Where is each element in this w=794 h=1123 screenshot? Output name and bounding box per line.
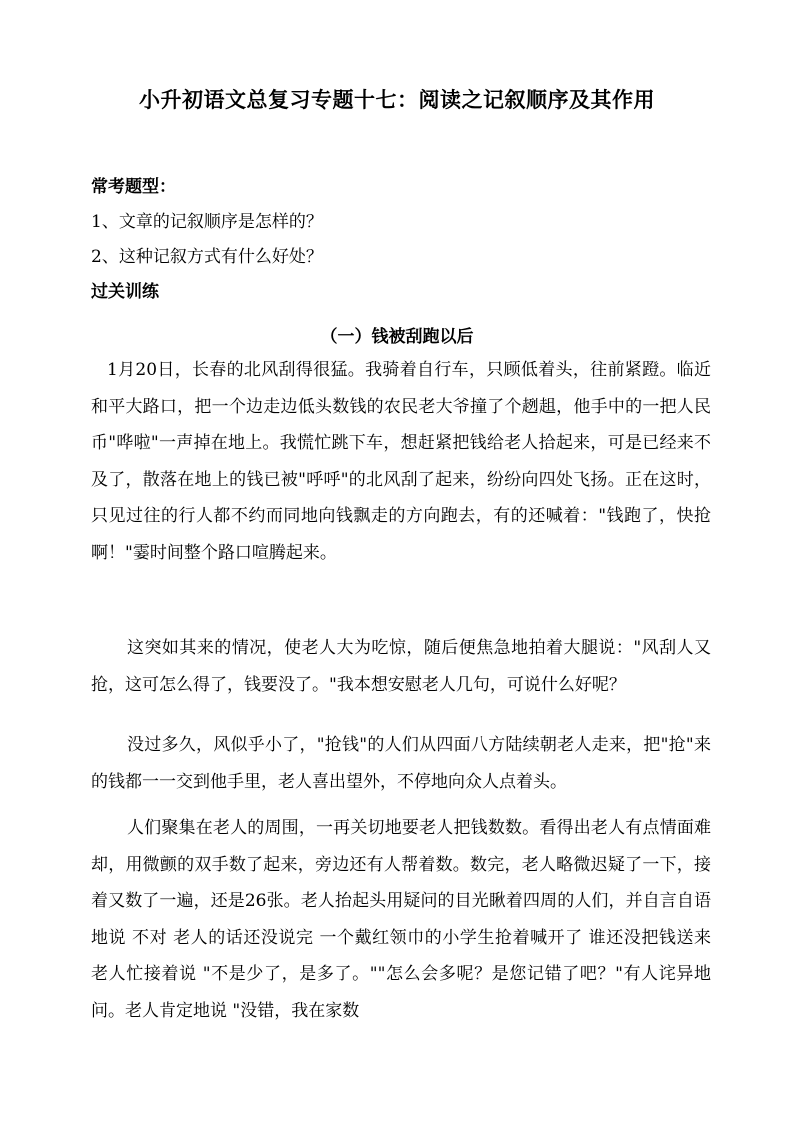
document-title: 小升初语文总复习专题十七：阅读之记叙顺序及其作用 [139, 87, 655, 112]
section-heading: 常考题型： [91, 177, 176, 197]
training-heading: 过关训练 [91, 282, 159, 302]
passage-title: （一）钱被刮跑以后 [320, 327, 474, 347]
paragraph-3: 没过多久，风似乎小了，"抢钱"的人们从四面八方陆续朝老人走来，把"抢"来的钱都一一交到他手里，老人喜出望外，不停地向众人点着头。 [91, 735, 711, 792]
paragraph-4: 人们聚集在老人的周围，一再关切地要老人把钱数数。看得出老人有点情面难却，用微颤的双手数了起来，旁边还有人帮着数。数完，老人略微迟疑了一下，接着又数了一遍，还是26张。老人抬起头用疑问的目光瞅着四周的人们，并自言自语地说 不对 老人的话还没说完 一个戴红领巾的小学生抢着喊开了 谁还没把钱送来 老人忙接着说 "不是少了，是多了。""怎么会多呢？是您记错了吧？"有人诧异地问。老人肯定地说 "没错，我在家数 [91, 818, 711, 1021]
question-2: 2、这种记叙方式有什么好处？ [91, 247, 323, 267]
paragraph-1: 1月20日，长春的北风刮得很猛。我骑着自行车，只顾低着头，往前紧蹬。临近和平大路口，把一个边走边低头数钱的农民老大爷撞了个趔趄，他手中的一把人民币"哗啦"一声掉在地上。我慌忙跳下车，想赶紧把钱给老人拾起来，可是已经来不及了，散落在地上的钱已被"呼呼"的北风刮了起来，纷纷向四处飞扬。正在这时，只见过往的行人都不约而同地向钱飘走的方向跑去，有的还喊着："钱跑了，快抢啊！"霎时间整个路口喧腾起来。 [91, 360, 711, 563]
paragraph-2: 这突如其来的情况，使老人大为吃惊，随后便焦急地拍着大腿说："风刮人又抢，这可怎么得了，钱要没了。"我本想安慰老人几句，可说什么好呢？ [91, 638, 711, 695]
question-1: 1、文章的记叙顺序是怎样的？ [91, 212, 323, 232]
